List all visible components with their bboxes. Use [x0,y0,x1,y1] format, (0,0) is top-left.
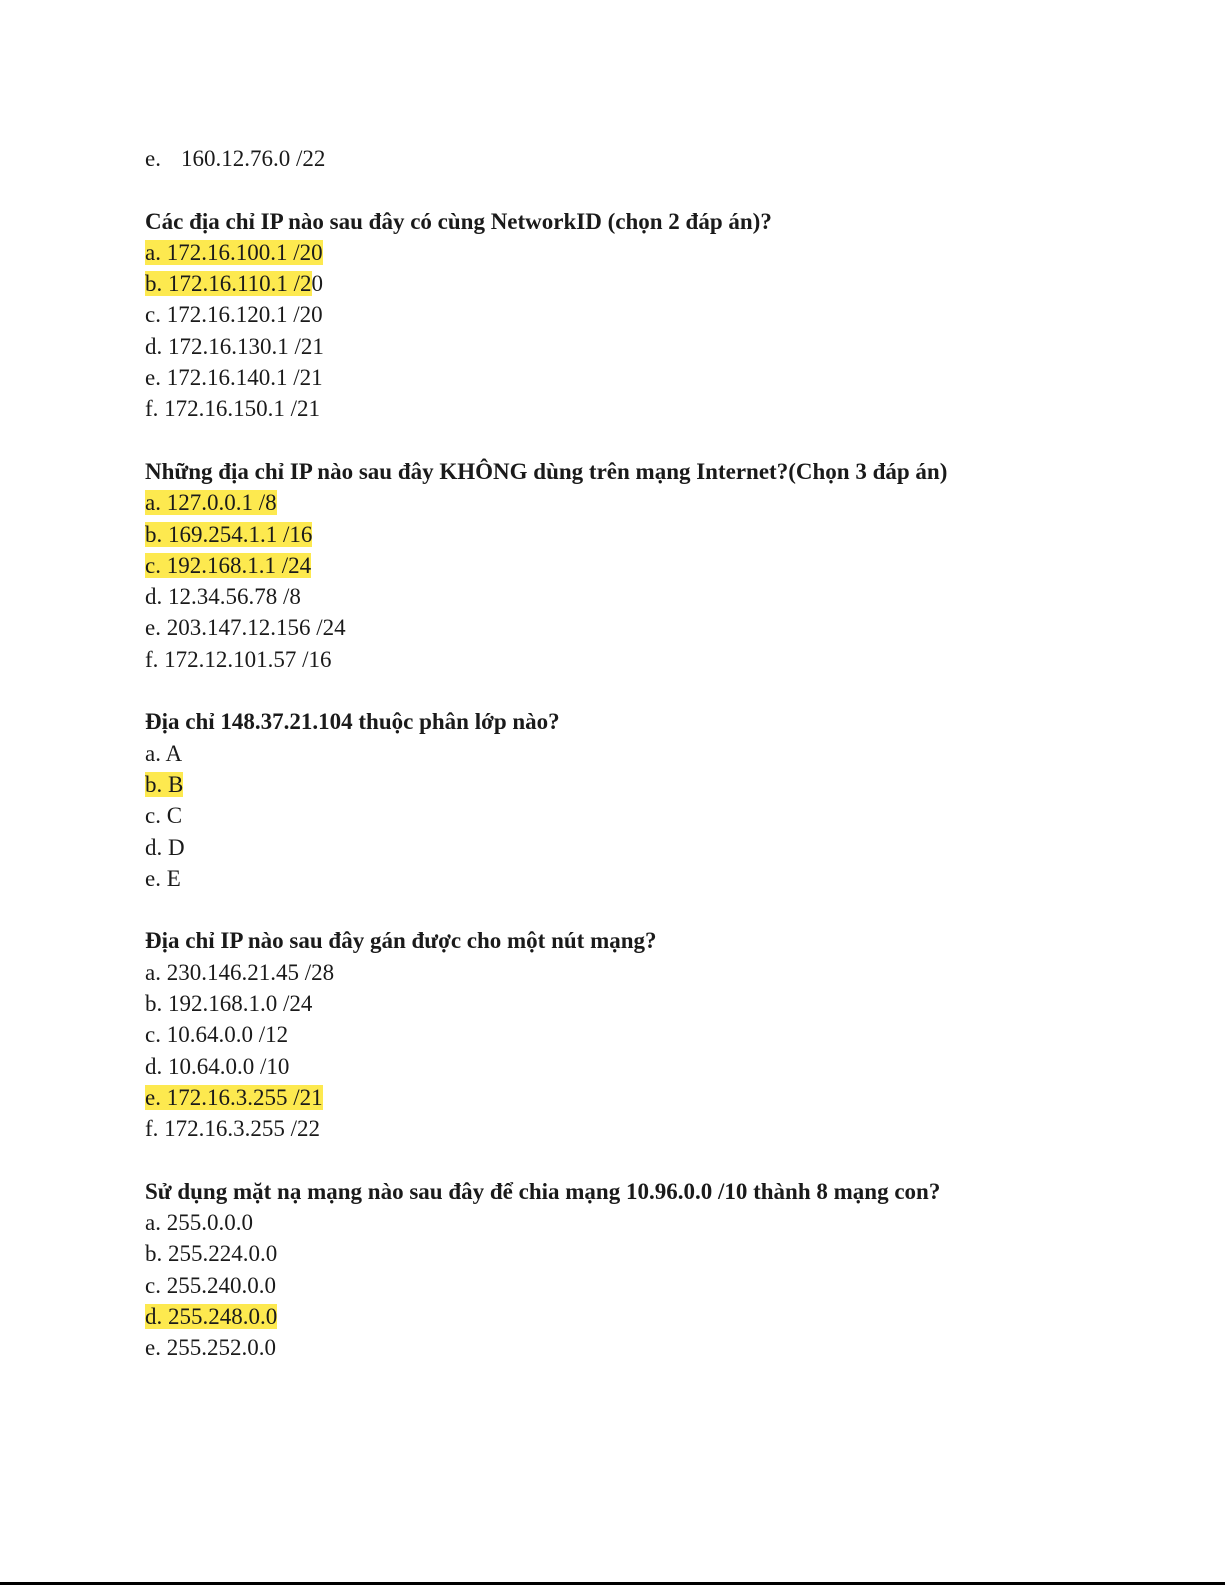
answer-option: a. 230.146.21.45 /28 [145,959,335,985]
answer-option: e. 203.147.12.156 /24 [145,615,346,641]
answer-option: f. 172.16.3.255 /22 [145,1116,321,1142]
question-3 [145,706,1145,894]
answer-option: c. 172.16.120.1 /20 [145,302,323,328]
question-title: Địa chỉ 148.37.21.104 thuộc phân lớp nào? [145,709,560,735]
highlighted-answer: a. 127.0.0.1 /8 [145,490,277,516]
answer-option [145,550,1145,581]
highlighted-answer: d. 255.248.0.0 [145,1303,278,1329]
answer-option: c. C [145,803,183,829]
answer-option: d. 172.16.130.1 /21 [145,333,324,359]
question-title: Các địa chỉ IP nào sau đây có cùng NetworkID (chọn 2 đáp án)? [145,208,772,234]
answer-option: a. 255.0.0.0 [145,1210,253,1236]
answer-option: e. 172.16.140.1 /21 [145,365,323,391]
option-e-previous [145,143,1145,174]
answer-option: c. 255.240.0.0 [145,1272,276,1298]
answer-option: e. 255.252.0.0 [145,1335,276,1361]
answer-option [145,1301,1145,1332]
question-5 [145,1176,1145,1364]
question-title: Sử dụng mặt nạ mạng nào sau đây để chia mạng 10.96.0.0 /10 thành 8 mạng con? [145,1178,941,1204]
highlighted-answer: b. B [145,771,184,797]
answer-option: f. 172.16.150.1 /21 [145,396,321,422]
answer-option: b. 255.224.0.0 [145,1241,278,1267]
answer-option: a. A [145,740,183,766]
question-1 [145,206,1145,425]
highlighted-answer: b. 172.16.110.1 /2 [145,271,312,297]
answer-option [145,519,1145,550]
answer-option: d. 10.64.0.0 /10 [145,1053,290,1079]
answer-option [145,1082,1145,1113]
answer-option: f. 172.12.101.57 /16 [145,646,332,672]
answer-option: d. 12.34.56.78 /8 [145,584,301,610]
answer-option [145,268,1145,299]
answer-option: d. D [145,834,185,860]
highlighted-answer: b. 169.254.1.1 /16 [145,521,313,547]
answer-rest: 0 [311,271,324,297]
option-text: 160.12.76.0 /22 [181,146,326,171]
answer-option [145,237,1145,268]
answer-option [145,487,1145,518]
document-page [145,143,1145,1364]
answer-option [145,769,1145,800]
question-title: Địa chỉ IP nào sau đây gán được cho một nút mạng? [145,928,657,954]
question-2 [145,456,1145,675]
question-4 [145,925,1145,1144]
answer-option: c. 10.64.0.0 /12 [145,1022,289,1048]
highlighted-answer: c. 192.168.1.1 /24 [145,552,312,578]
option-letter: e. [145,146,161,171]
highlighted-answer: a. 172.16.100.1 /20 [145,239,323,265]
question-title: Những địa chỉ IP nào sau đây KHÔNG dùng trên mạng Internet?(Chọn 3 đáp án) [145,458,948,484]
highlighted-answer: e. 172.16.3.255 /21 [145,1084,323,1110]
answer-option: e. E [145,865,181,891]
answer-option: b. 192.168.1.0 /24 [145,991,313,1017]
